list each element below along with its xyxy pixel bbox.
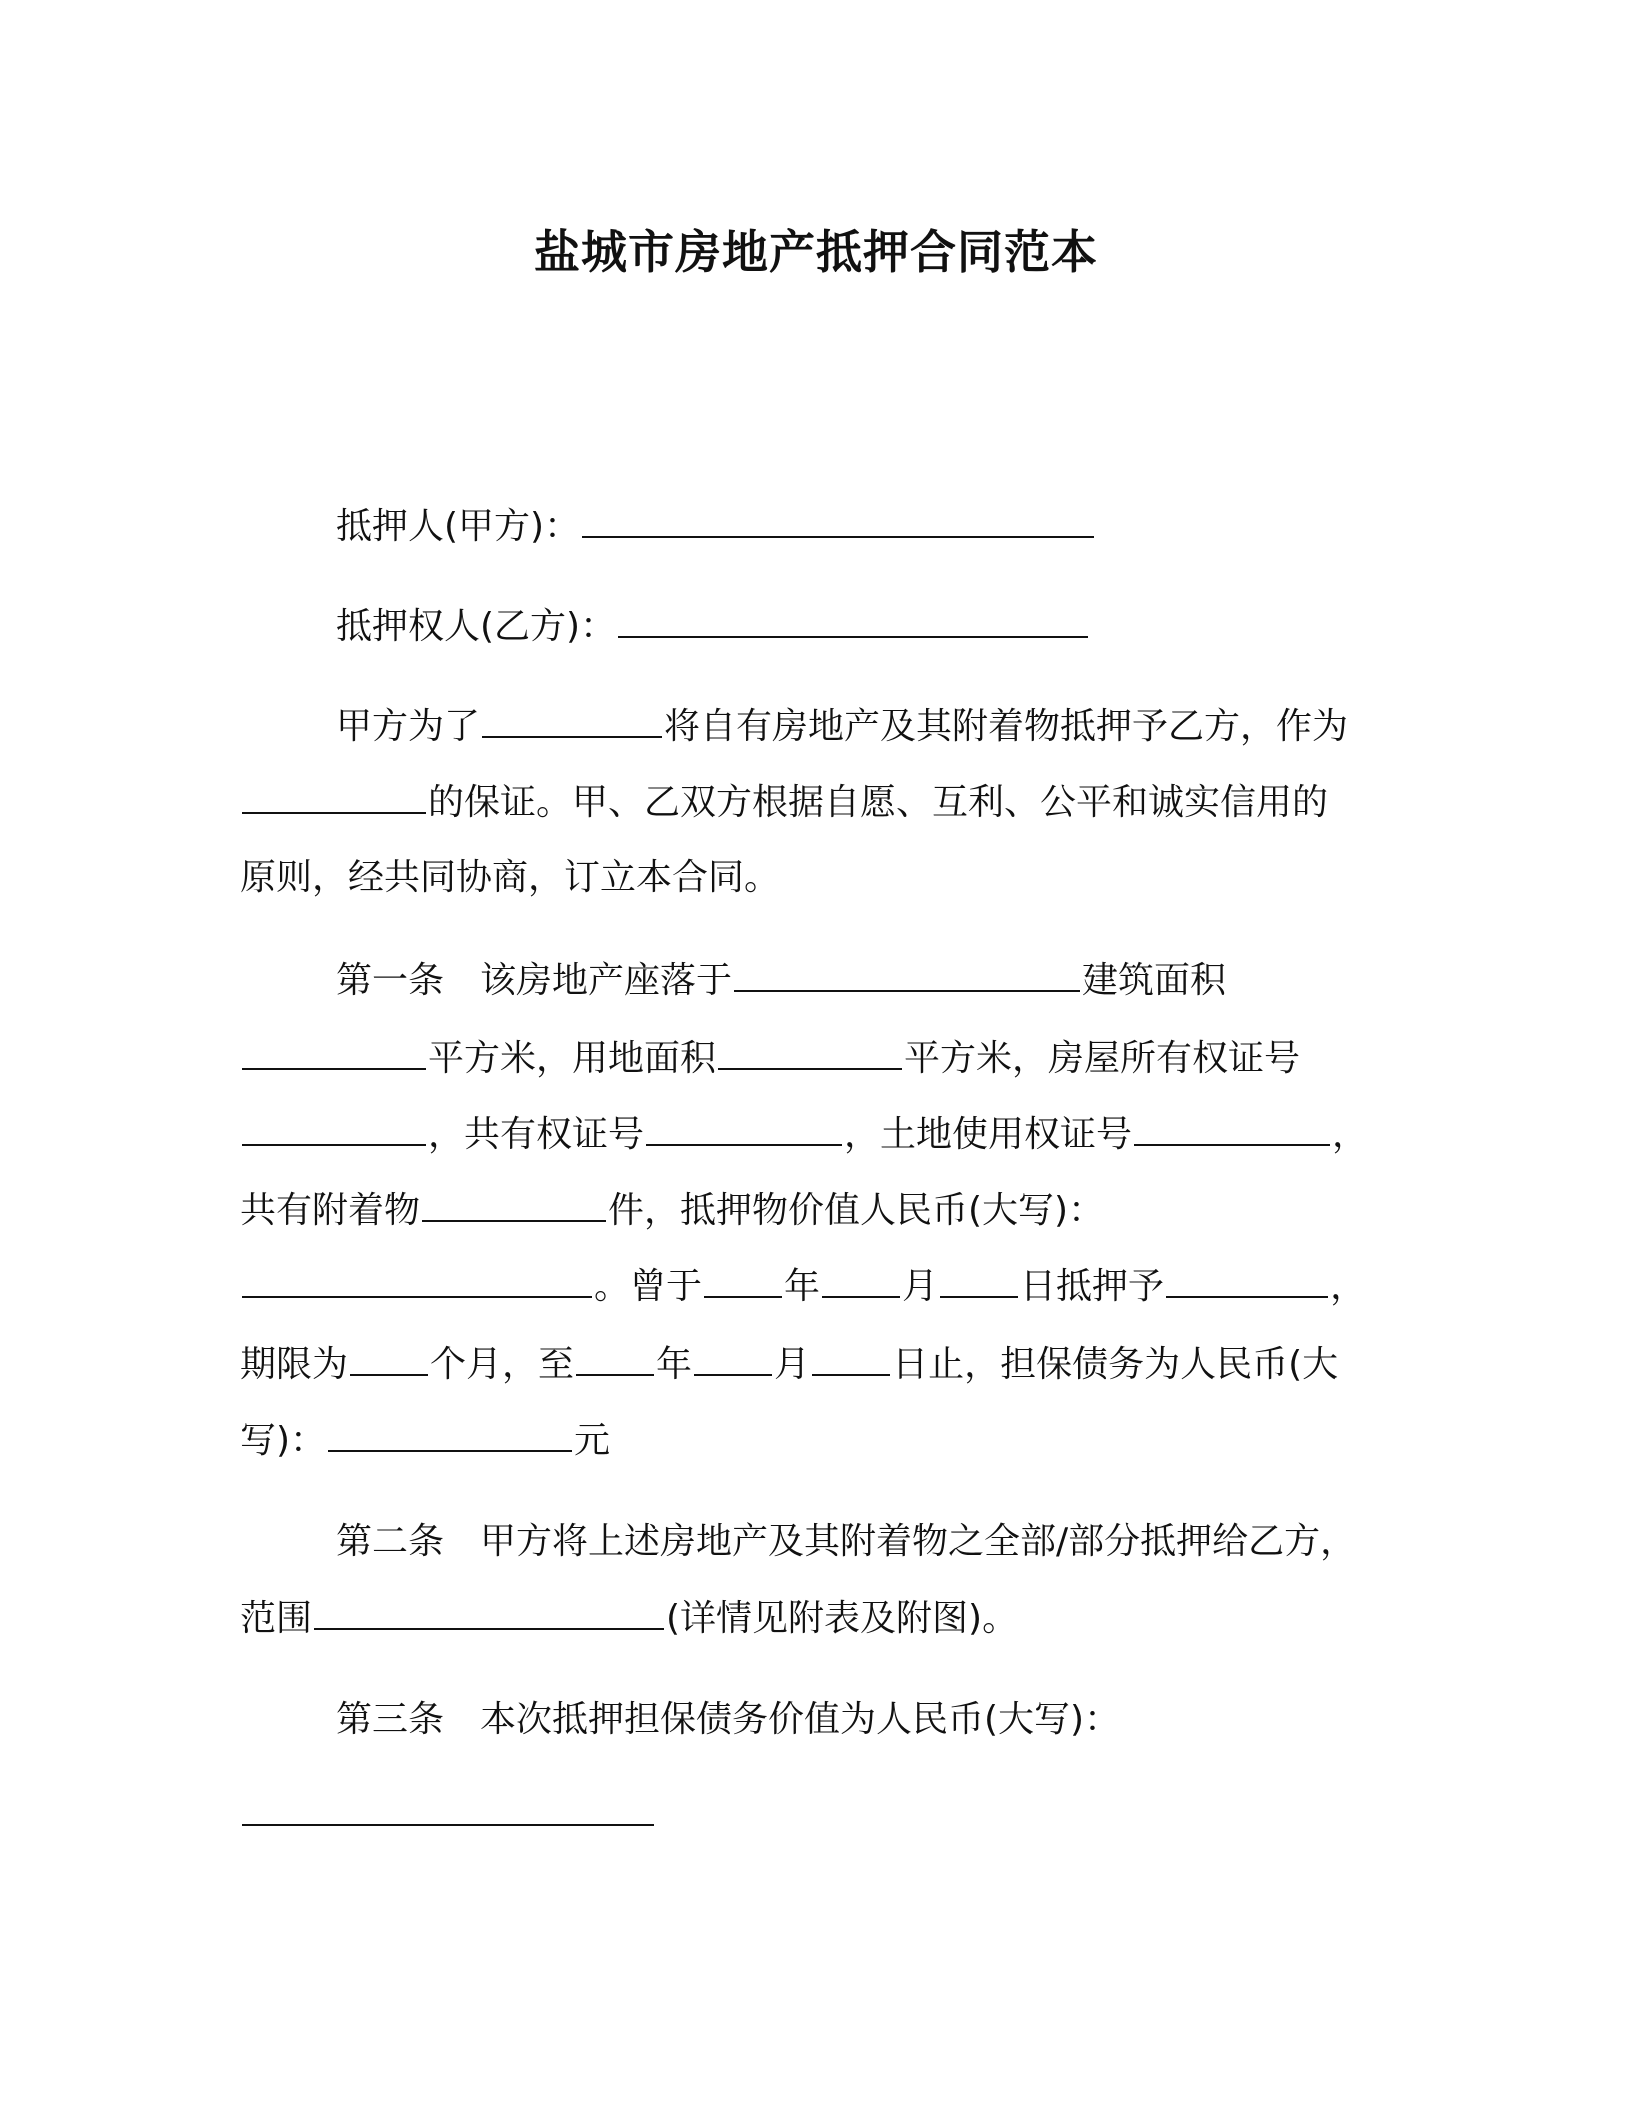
building-area-blank[interactable] [242,1034,426,1070]
attachments-count-blank[interactable] [422,1186,606,1222]
document-title: 盐城市房地产抵押合同范本 [534,225,1098,279]
article3-text: 第三条 本次抵押担保债务价值为人民币(大写)： [336,1699,1121,1740]
article1-text: 元 [574,1420,611,1461]
article1-text: 月 [902,1266,939,1307]
article1-line-4 [240,1186,1104,1235]
land-area-blank[interactable] [718,1034,902,1070]
article1-text: 日抵押予 [1020,1266,1165,1307]
prior-mortgagee-blank[interactable] [1166,1262,1328,1298]
article1-text: 个月，至 [430,1344,575,1385]
preamble-line-2 [240,778,1328,827]
party-b-line [336,602,1090,651]
term-months-blank[interactable] [350,1340,428,1376]
article1-text: ，土地使用权证号 [844,1114,1133,1155]
article3-line-2 [240,1790,656,1839]
article1-text: 期限为 [240,1344,349,1385]
preamble-line-3 [240,854,780,902]
article2-text: (详情见附表及附图)。 [666,1598,1019,1639]
preamble-line-1 [336,702,1348,751]
end-month-blank[interactable] [694,1340,772,1376]
value-words-blank[interactable] [242,1262,592,1298]
party-a-blank[interactable] [582,502,1094,538]
article1-text: 第一条 该房地产座落于 [336,960,733,1001]
debt-value-blank[interactable] [242,1790,654,1826]
co-ownership-cert-blank[interactable] [646,1110,842,1146]
prior-year-blank[interactable] [704,1262,782,1298]
article2-text: 范围 [240,1598,313,1639]
land-use-cert-blank[interactable] [1134,1110,1330,1146]
article1-text: ，共有权证号 [428,1114,645,1155]
article3-line-1 [336,1696,1120,1744]
article1-text: 年 [656,1344,693,1385]
article1-line-2 [240,1034,1300,1083]
end-day-blank[interactable] [812,1340,890,1376]
prior-day-blank[interactable] [940,1262,1018,1298]
party-b-label: 抵押权人(乙方)： [336,606,617,647]
article2-text: 第二条 甲方将上述房地产及其附着物之全部/部分抵押给乙方， [336,1521,1357,1562]
guarantee-blank[interactable] [242,778,426,814]
location-blank[interactable] [734,956,1080,992]
preamble-text: 甲方为了 [336,706,481,747]
article1-text: ， [1332,1114,1369,1155]
preamble-text: 的保证。甲、乙双方根据自愿、互利、公平和诚实信用的 [428,782,1329,823]
article1-text: 日止，担保债务为人民币(大 [892,1344,1339,1385]
secured-debt-blank[interactable] [328,1416,572,1452]
article1-line-1 [336,956,1226,1005]
end-year-blank[interactable] [576,1340,654,1376]
article1-line-3 [240,1110,1368,1159]
prior-month-blank[interactable] [822,1262,900,1298]
article1-line-5 [240,1262,1366,1311]
article1-text: 件，抵押物价值人民币(大写)： [608,1190,1105,1231]
party-a-label: 抵押人(甲方)： [336,506,581,547]
party-a-line [336,502,1096,551]
article1-text: ， [1330,1266,1367,1307]
article1-text: 平方米，房屋所有权证号 [904,1038,1301,1079]
scope-blank[interactable] [314,1594,664,1630]
preamble-text: 将自有房地产及其附着物抵押予乙方，作为 [664,706,1349,747]
article1-text: 年 [784,1266,821,1307]
article2-line-1 [336,1518,1356,1566]
article1-text: 建筑面积 [1082,960,1227,1001]
article1-text: 共有附着物 [240,1190,421,1231]
preamble-text: 原则，经共同协商，订立本合同。 [240,857,781,898]
ownership-cert-blank[interactable] [242,1110,426,1146]
article1-text: 平方米，用地面积 [428,1038,717,1079]
party-b-blank[interactable] [618,602,1088,638]
article2-line-2 [240,1594,1018,1643]
article1-text: 。曾于 [594,1266,703,1307]
article1-line-6 [240,1340,1338,1389]
article1-text: 月 [774,1344,811,1385]
article1-line-7 [240,1416,610,1465]
purpose-blank[interactable] [482,702,662,738]
article1-text: 写)： [240,1420,327,1461]
